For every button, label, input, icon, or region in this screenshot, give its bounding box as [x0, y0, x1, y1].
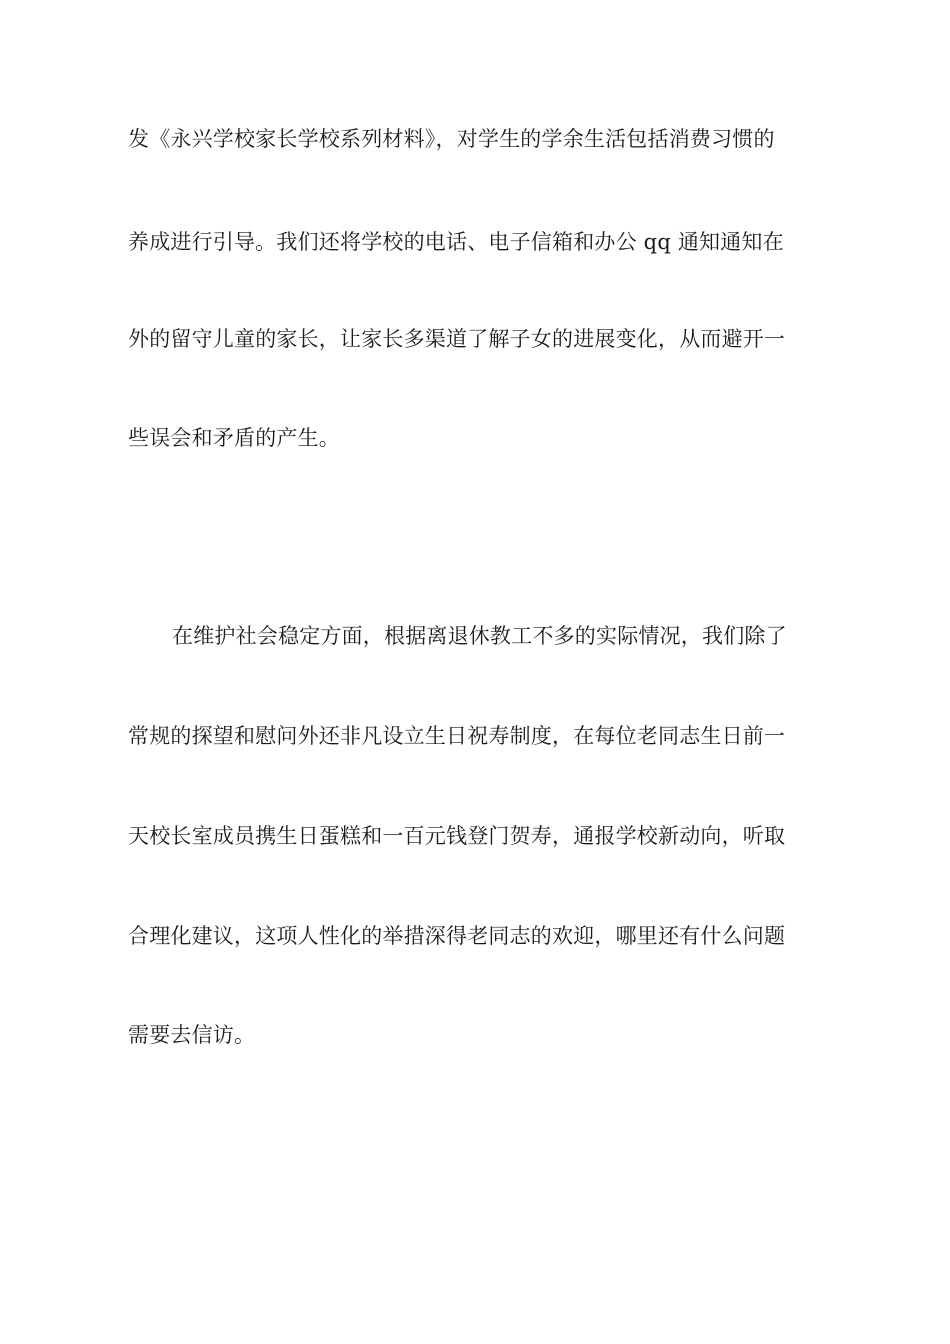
paragraph-line: 常规的探望和慰问外还非凡设立生日祝寿制度，在每位老同志生日前一: [128, 724, 786, 748]
paragraph-line: 发《永兴学校家长学校系列材料》，对学生的学余生活包括消费习惯的: [128, 127, 775, 151]
paragraph-line: 需要去信访。: [128, 1023, 256, 1047]
paragraph-line: 些误会和矛盾的产生。: [128, 426, 340, 450]
paragraph-line: 合理化建议，这项人性化的举措深得老同志的欢迎，哪里还有什么问题: [128, 924, 786, 948]
paragraph-line: 养成进行引导。我们还将学校的电话、电子信箱和办公 qq 通知通知在: [128, 230, 784, 254]
paragraph-line: 外的留守儿童的家长，让家长多渠道了解子女的进展变化，从而避开一: [128, 327, 786, 351]
paragraph-line: 在维护社会稳定方面，根据离退休教工不多的实际情况，我们除了: [172, 624, 787, 648]
paragraph-line: 天校长室成员携生日蛋糕和一百元钱登门贺寿，通报学校新动向，听取: [128, 824, 786, 848]
